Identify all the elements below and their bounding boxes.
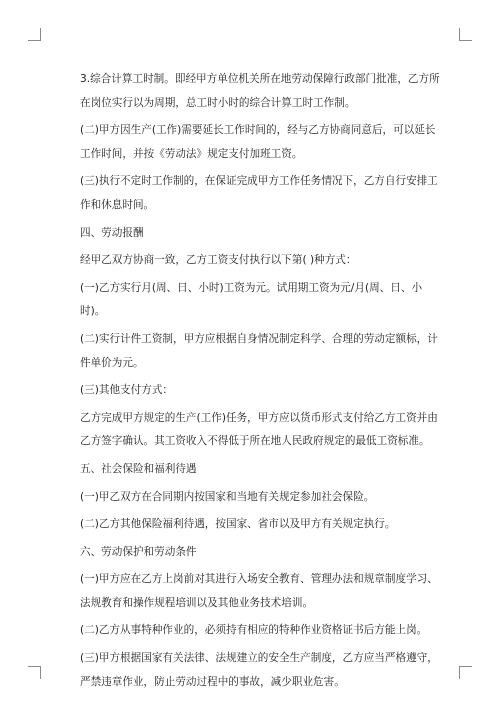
crop-mark-bottom-right [459,666,472,679]
section-heading-labor-protection: 六、劳动保护和劳动条件 [80,545,197,558]
section-heading-social-insurance: 五、社会保险和福利待遇 [80,462,197,475]
section-heading-remuneration: 四、劳动报酬 [80,226,144,239]
paragraph-safety-training: (一)甲方应在乙方上岗前对其进行入场安全教育、管理办法和规章制度学习、法规教育和操作规程培训以及其他业务技术培训。 [80,573,438,609]
paragraph-piece-rate: (二)实行计件工资制，甲方应根据自身情况制定科学、合理的劳动定额标，计件单价为元。 [80,332,438,369]
paragraph-comprehensive-hours: 3.综合计算工时制。即经甲方单位机关所在地劳动保障行政部门批准，乙方所在岗位实行以为周期，总工时小时的综合计算工时工作制。 [80,73,440,109]
paragraph-safety-rules: (三)甲方根据国家有关法律、法规建立的安全生产制度，乙方应当严格遵守，严禁违章作业，防止劳动过程中的事故，减少职业危害。 [80,652,438,688]
crop-mark-top-right [459,28,472,41]
paragraph-overtime: (二)甲方因生产(工作)需要延长工作时间的，经与乙方协商同意后，可以延长工作时间，并按《劳动法》规定支付加班工资。 [80,124,436,160]
crop-mark-bottom-left [28,666,41,679]
paragraph-flexible-hours: (三)执行不定时工作制的，在保证完成甲方工作任务情况下，乙方自行安排工作和休息时间。 [80,175,438,211]
paragraph-monthly-wage: (一)乙方实行月(周、日、小时)工资为元。试用期工资为元/月(周、日、小时)。 [80,281,423,318]
paragraph-special-operations: (二)乙方从事特种作业的，必须持有相应的特种作业资格证书后方能上岗。 [80,624,428,637]
paragraph-other-payment: (三)其他支付方式： [80,384,174,397]
paragraph-social-insurance: (一)甲乙双方在合同期内按国家和当地有关规定参加社会保险。 [80,490,375,503]
paragraph-wage-confirmation: 乙方完成甲方规定的生产(工作)任务，甲方应以货币形式支付给乙方工资并由乙方签字确认。其工资收入不得低于所在地人民政府规定的最低工资标准。 [80,411,438,448]
crop-mark-top-left [28,28,41,41]
paragraph-payment-method-intro: 经甲乙双方协商一致，乙方工资支付执行以下第( )种方式： [80,254,357,267]
paragraph-other-benefits: (二)乙方其他保险福利待遇，按国家、省市以及甲方有关规定执行。 [80,518,396,531]
document-body [80,68,440,694]
